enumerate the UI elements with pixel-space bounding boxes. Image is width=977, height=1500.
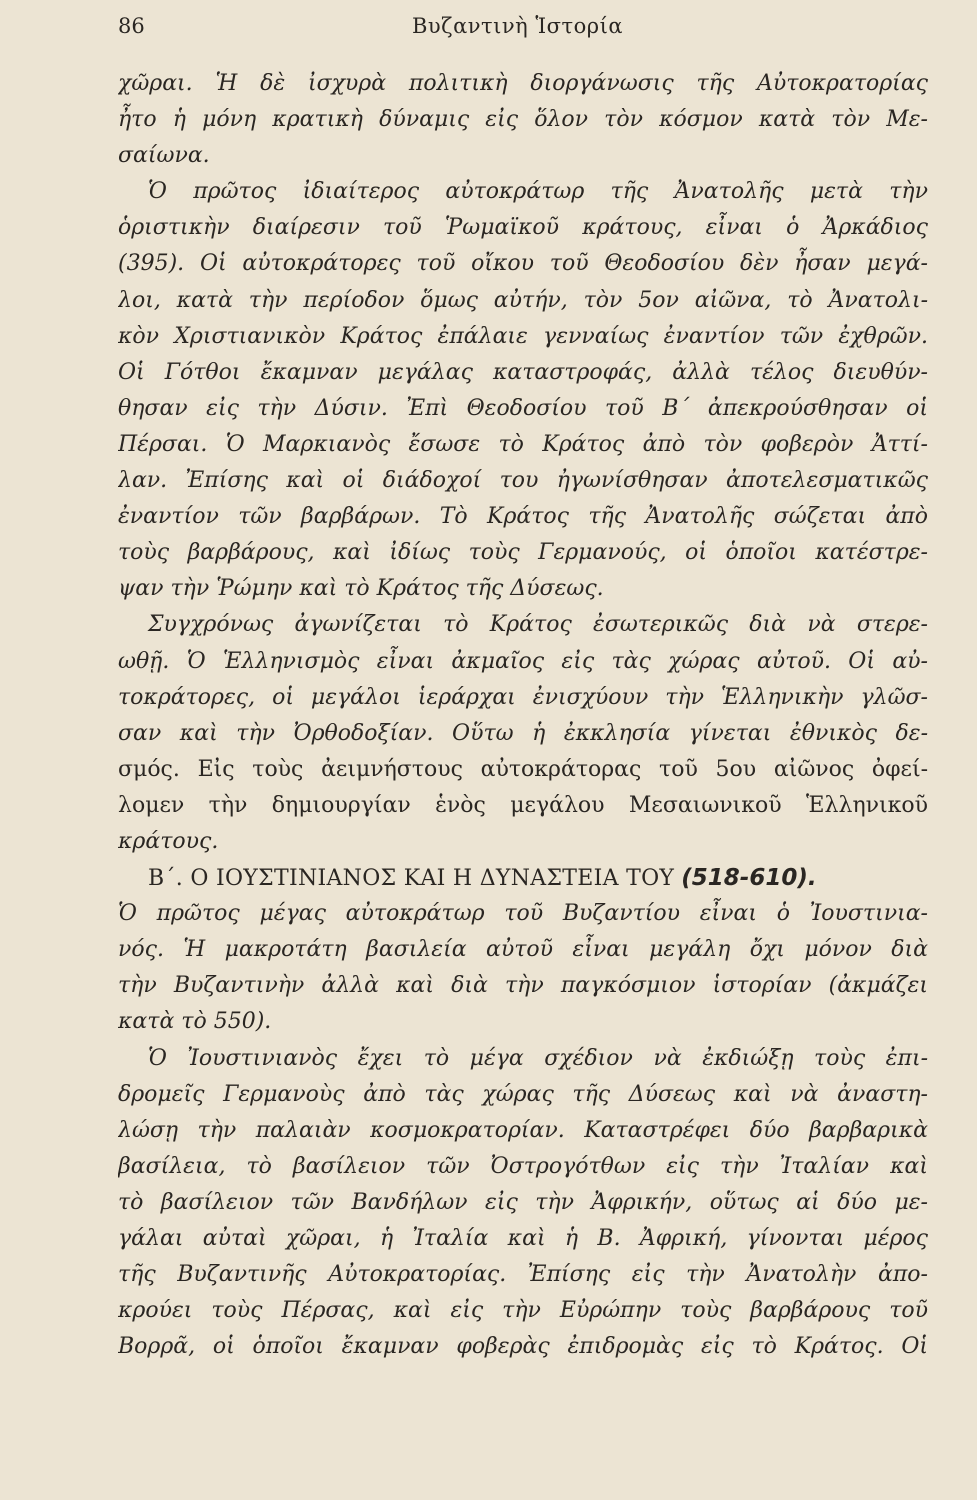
running-head: Βυζαντινὴ Ἱστορία [411, 14, 623, 38]
text-line: λαν. Ἐπίσης καὶ οἱ διάδοχοί του ἠγωνίσθησαν ἀποτελεσματικῶς [118, 468, 928, 494]
text-line: λώσῃ τὴν παλαιὰν κοσμοκρατορίαν. Καταστρέφει δύο βαρβαρικὰ [118, 1117, 928, 1143]
text-line: τὸ βασίλειον τῶν Βανδήλων εἰς τὴν Ἀφρικήν, οὕτως αἱ δύο με- [118, 1189, 928, 1215]
text-line: λοι, κατὰ τὴν περίοδον ὅμως αὐτήν, τὸν 5ον αἰῶνα, τὸ Ἀνατολι- [118, 287, 928, 313]
text-line: θησαν εἰς τὴν Δύσιν. Ἐπὶ Θεοδοσίου τοῦ Β΄ ἀπεκρούσθησαν οἱ [118, 395, 928, 421]
paragraph-start-line: Συγχρόνως ἀγωνίζεται τὸ Κράτος ἐσωτερικῶς διὰ νὰ στερε- [148, 612, 928, 638]
text-line: Πέρσαι. Ὁ Μαρκιανὸς ἔσωσε τὸ Κράτος ἀπὸ τὸν φοβερὸν Ἀττί- [118, 431, 928, 457]
text-line: κράτους. [118, 828, 219, 854]
text-line: Βορρᾶ, οἱ ὁποῖοι ἔκαμναν φοβερὰς ἐπιδρομὰς εἰς τὸ Κράτος. Οἱ [118, 1334, 928, 1360]
text-line: σμός. Εἰς τοὺς ἀειμνήστους αὐτοκράτορας τοῦ 5ου αἰῶνος ὀφεί- [118, 756, 928, 782]
text-line: κὸν Χριστιανικὸν Κράτος ἐπάλαιε γενναίως ἐναντίον τῶν ἐχθρῶν. [118, 323, 928, 349]
text-line: χῶραι. Ἡ δὲ ἰσχυρὰ πολιτικὴ διοργάνωσις τῆς Αὐτοκρατορίας [118, 71, 928, 96]
text-line: τῆς Βυζαντινῆς Αὐτοκρατορίας. Ἐπίσης εἰς τὴν Ἀνατολὴν ἀπο- [118, 1262, 928, 1288]
text-line: τὴν Βυζαντινὴν ἀλλὰ καὶ διὰ τὴν παγκόσμιον ἱστορίαν (ἀκμάζει [118, 973, 928, 999]
paragraph-start-line: Ὁ Ἰουστινιανὸς ἔχει τὸ μέγα σχέδιον νὰ ἐκδιώξῃ τοὺς ἐπι- [148, 1045, 928, 1071]
text-line: κρούει τοὺς Πέρσας, καὶ εἰς τὴν Εὐρώπην τοὺς βαρβάρους τοῦ [118, 1298, 928, 1324]
text-line: (395). Οἱ αὐτοκράτορες τοῦ οἴκου τοῦ Θεοδοσίου δὲν ἦσαν μεγά- [118, 251, 928, 277]
text-line: σαν καὶ τὴν Ὀρθοδοξίαν. Οὕτω ἡ ἐκκλησία γίνεται ἐθνικὸς δε- [118, 720, 928, 746]
page-body [118, 66, 928, 1365]
text-line: ἦτο ἡ μόνη κρατικὴ δύναμις εἰς ὅλον τὸν κόσμον κατὰ τὸν Με- [118, 107, 928, 133]
section-heading-text: Β΄. Ο ΙΟΥΣΤΙΝΙΑΝΟΣ ΚΑΙ Η ΔΥΝΑΣΤΕΙΑ ΤΟΥ [148, 866, 675, 892]
text-line: Ὁ πρῶτος μέγας αὐτοκράτωρ τοῦ Βυζαντίου εἶναι ὁ Ἰουστινια- [118, 901, 928, 927]
text-line: τοκράτορες, οἱ μεγάλοι ἱεράρχαι ἐνισχύουν τὴν Ἑλληνικὴν γλῶσ- [118, 684, 928, 710]
text-line: ἐναντίον τῶν βαρβάρων. Τὸ Κράτος τῆς Ἀνατολῆς σώζεται ἀπὸ [118, 504, 928, 530]
text-line: ὁριστικὴν διαίρεσιν τοῦ Ῥωμαϊκοῦ κράτους, εἶναι ὁ Ἀρκάδιος [118, 215, 928, 241]
text-line: δρομεῖς Γερμανοὺς ἀπὸ τὰς χώρας τῆς Δύσεως καὶ νὰ ἀναστη- [118, 1081, 928, 1107]
page-header [118, 14, 917, 46]
text-line: Οἱ Γότθοι ἔκαμναν μεγάλας καταστροφάς, ἀλλὰ τέλος διευθύν- [118, 359, 928, 385]
text-line: κατὰ τὸ 550). [118, 1009, 272, 1035]
paragraph-start-line: Ὁ πρῶτος ἰδιαίτερος αὐτοκράτωρ τῆς Ἀνατολῆς μετὰ τὴν [148, 179, 928, 205]
text-line: ωθῇ. Ὁ Ἑλληνισμὸς εἶναι ἀκμαῖος εἰς τὰς χώρας αὐτοῦ. Οἱ αὐ- [118, 648, 928, 674]
text-line: ψαν τὴν Ῥώμην καὶ τὸ Κράτος τῆς Δύσεως. [118, 576, 604, 602]
text-line: νός. Ἡ μακροτάτη βασιλεία αὐτοῦ εἶναι μεγάλη ὄχι μόνον διὰ [118, 937, 928, 963]
text-line: λομεν τὴν δημιουργίαν ἑνὸς μεγάλου Μεσαιωνικοῦ Ἑλληνικοῦ [118, 792, 928, 818]
text-line: σαίωνα. [118, 143, 210, 169]
text-line: τοὺς βαρβάρους, καὶ ἰδίως τοὺς Γερμανούς, οἱ ὁποῖοι κατέστρε- [118, 540, 928, 566]
section-heading [118, 860, 928, 896]
text-line: γάλαι αὐταὶ χῶραι, ἡ Ἰταλία καὶ ἡ Β. Ἀφρική, γίνονται μέρος [118, 1226, 928, 1251]
page-number: 86 [118, 14, 145, 38]
section-heading-dates: (518-610). [681, 865, 817, 892]
text-line: βασίλεια, τὸ βασίλειον τῶν Ὀστρογότθων εἰς τὴν Ἰταλίαν καὶ [118, 1153, 928, 1179]
